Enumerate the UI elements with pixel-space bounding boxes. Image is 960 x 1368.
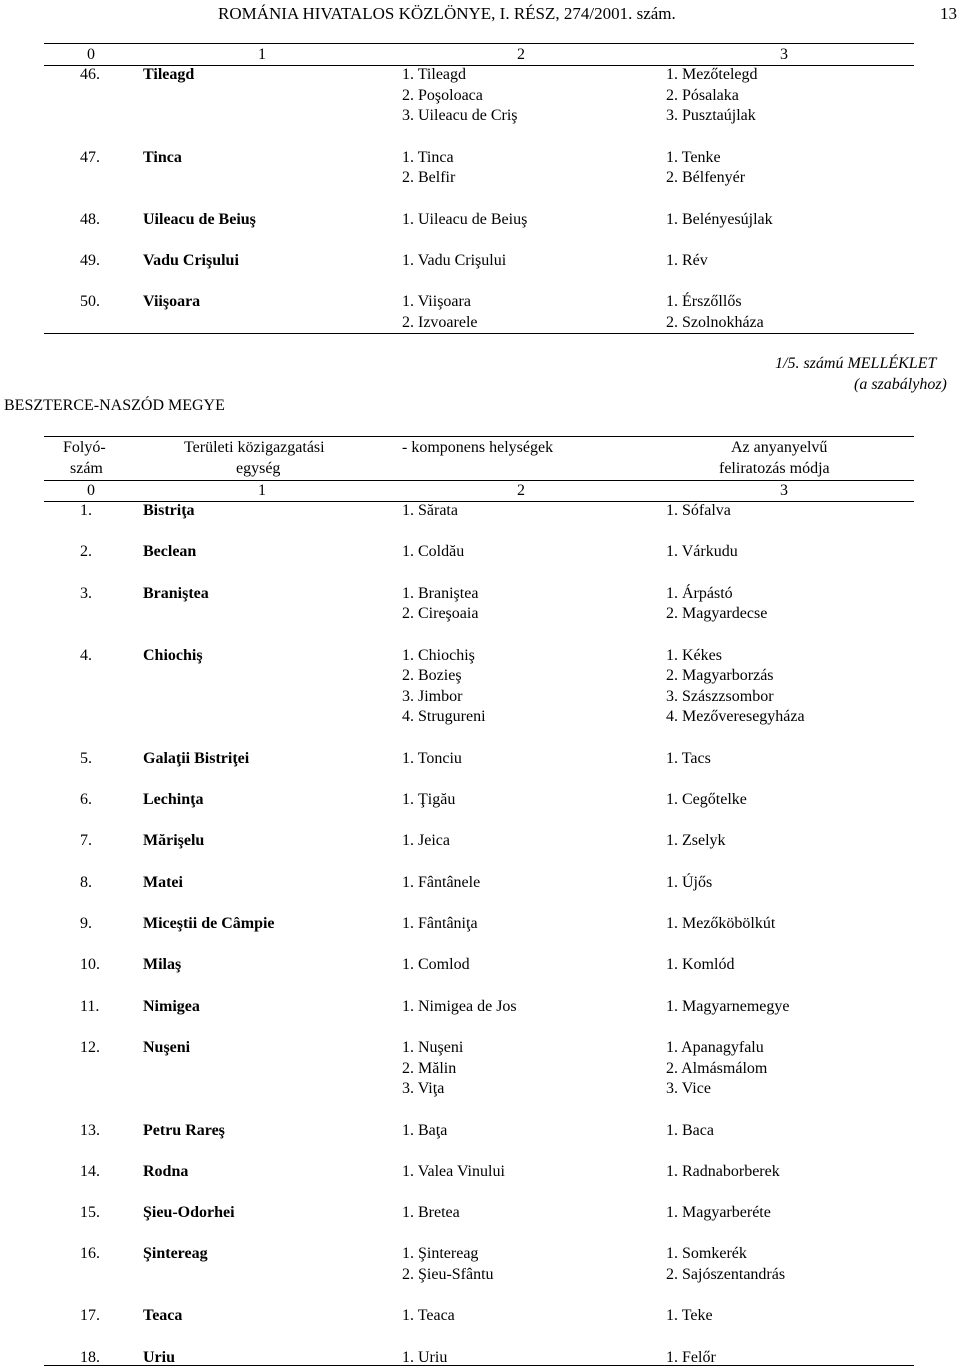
native-inscription: 1. Teke: [666, 1307, 713, 1325]
native-inscription: 2. Szolnokháza: [666, 313, 764, 331]
row-number: 6.: [80, 791, 92, 809]
native-inscription: 1. Kékes: [666, 646, 722, 664]
component-locality: 4. Strugureni: [402, 708, 486, 726]
row-number: 46.: [80, 66, 100, 83]
native-inscription: 3. Vice: [666, 1080, 711, 1098]
component-locality: 2. Poşoloaca: [402, 86, 483, 104]
row-number: 17.: [80, 1307, 100, 1325]
table1-colnum-1: 1: [258, 46, 266, 63]
native-inscription: 1. Komlód: [666, 956, 735, 974]
row-number: 47.: [80, 148, 100, 166]
native-inscription: 1. Belényesújlak: [666, 210, 773, 228]
admin-unit-name: Şieu-Odorhei: [143, 1204, 235, 1222]
admin-unit-name: Braniştea: [143, 584, 209, 602]
native-inscription: 1. Apanagyfalu: [666, 1038, 764, 1056]
admin-unit-name: Teaca: [143, 1307, 183, 1325]
page-header-title: ROMÁNIA HIVATALOS KÖZLÖNYE, I. RÉSZ, 274/2001. szám.: [218, 4, 676, 23]
table2-header-col0-line1: Folyó-: [63, 439, 106, 456]
admin-unit-name: Viişoara: [143, 293, 201, 311]
component-locality: 1. Vadu Crişului: [402, 251, 507, 269]
admin-unit-name: Tileagd: [143, 66, 195, 83]
admin-unit-name: Lechinţa: [143, 791, 204, 809]
row-number: 18.: [80, 1348, 100, 1366]
admin-unit-name: Nuşeni: [143, 1038, 191, 1056]
native-inscription: 1. Felőr: [666, 1348, 716, 1366]
row-number: 3.: [80, 584, 92, 602]
component-locality: 1. Sărata: [402, 502, 458, 519]
table2-colnum-3: 3: [780, 482, 788, 499]
table2-colnum-2: 2: [517, 482, 525, 499]
native-inscription: 1. Rév: [666, 251, 708, 269]
row-number: 8.: [80, 873, 92, 891]
native-inscription: 1. Sófalva: [666, 502, 731, 519]
row-number: 50.: [80, 293, 100, 311]
component-locality: 1. Teaca: [402, 1307, 455, 1325]
table2-header-col3-line1: Az anyanyelvű: [731, 439, 828, 456]
component-locality: 1. Tonciu: [402, 749, 462, 767]
component-locality: 1. Tinca: [402, 148, 454, 166]
row-number: 2.: [80, 543, 92, 561]
native-inscription: 1. Árpástó: [666, 584, 733, 602]
table2-top-rule: [44, 436, 914, 437]
native-inscription: 3. Pusztaújlak: [666, 107, 756, 125]
component-locality: 1. Uileacu de Beiuş: [402, 210, 528, 228]
row-number: 11.: [80, 997, 100, 1015]
admin-unit-name: Matei: [143, 873, 183, 891]
row-number: 48.: [80, 210, 100, 228]
table1-colnum-2: 2: [517, 46, 525, 63]
component-locality: 1. Bretea: [402, 1204, 460, 1222]
component-locality: 1. Coldău: [402, 543, 465, 561]
component-locality: 3. Viţa: [402, 1080, 445, 1098]
row-number: 9.: [80, 915, 92, 932]
admin-unit-name: Miceştii de Câmpie: [143, 915, 275, 932]
native-inscription: 2. Almásmálom: [666, 1059, 768, 1077]
row-number: 15.: [80, 1204, 100, 1222]
component-locality: 2. Şieu-Sfântu: [402, 1266, 494, 1284]
component-locality: 1. Comlod: [402, 956, 470, 974]
native-inscription: 1. Magyarberéte: [666, 1204, 771, 1222]
table2-header-col1-line2: egység: [236, 460, 281, 477]
native-inscription: 1. Somkerék: [666, 1245, 747, 1263]
admin-unit-name: Petru Rareş: [143, 1121, 225, 1139]
table2-colnum-1: 1: [258, 482, 266, 499]
native-inscription: 2. Magyardecse: [666, 605, 768, 623]
row-number: 14.: [80, 1162, 100, 1180]
native-inscription: 3. Szászzsombor: [666, 687, 774, 705]
component-locality: 2. Cireşoaia: [402, 605, 479, 623]
component-locality: 1. Şintereag: [402, 1245, 479, 1263]
component-locality: 1. Tileagd: [402, 66, 467, 83]
table2-header-col0-line2: szám: [70, 460, 103, 477]
native-inscription: 2. Pósalaka: [666, 86, 739, 104]
admin-unit-name: Bistriţa: [143, 502, 195, 519]
table2-header-col2-line1: - komponens helységek: [402, 439, 554, 456]
admin-unit-name: Tinca: [143, 148, 182, 166]
component-locality: 1. Fântânele: [402, 873, 481, 891]
table1-top-rule: [44, 43, 914, 44]
native-inscription: 4. Mezőveresegyháza: [666, 708, 805, 726]
native-inscription: 1. Tacs: [666, 749, 711, 767]
component-locality: 1. Ţigău: [402, 791, 456, 809]
native-inscription: 1. Tenke: [666, 148, 721, 166]
component-locality: 1. Baţa: [402, 1121, 448, 1139]
component-locality: 1. Nimigea de Jos: [402, 997, 517, 1015]
native-inscription: 1. Radnaborberek: [666, 1162, 780, 1180]
native-inscription: 1. Várkudu: [666, 543, 738, 561]
table1-colnum-0: 0: [87, 46, 95, 63]
row-number: 49.: [80, 251, 100, 269]
component-locality: 1. Jeica: [402, 832, 450, 850]
table1-bottom-rule: [44, 333, 914, 334]
table2-header-col3-line2: feliratozás módja: [719, 460, 830, 477]
admin-unit-name: Nimigea: [143, 997, 200, 1015]
admin-unit-name: Galaţii Bistriţei: [143, 749, 250, 767]
admin-unit-name: Şintereag: [143, 1245, 208, 1263]
row-number: 5.: [80, 749, 92, 767]
annex-label: 1/5. számú MELLÉKLET: [775, 355, 937, 372]
component-locality: 2. Bozieş: [402, 667, 462, 685]
admin-unit-name: Chiochiş: [143, 646, 203, 664]
component-locality: 1. Braniştea: [402, 584, 479, 602]
admin-unit-name: Vadu Crişului: [143, 251, 239, 269]
native-inscription: 2. Bélfenyér: [666, 169, 746, 187]
native-inscription: 1. Mezőtelegd: [666, 66, 758, 83]
native-inscription: 1. Zselyk: [666, 832, 726, 850]
page-number: 13: [940, 4, 957, 23]
table2-colnum-0: 0: [87, 482, 95, 499]
component-locality: 3. Uileacu de Criş: [402, 107, 518, 125]
table2-bottom-rule: [44, 1365, 914, 1366]
table1-colnum-3: 3: [780, 46, 788, 63]
component-locality: 1. Fântâniţa: [402, 915, 478, 932]
component-locality: 2. Belfir: [402, 169, 456, 187]
native-inscription: 2. Sajószentandrás: [666, 1266, 786, 1284]
row-number: 10.: [80, 956, 100, 974]
admin-unit-name: Rodna: [143, 1162, 189, 1180]
component-locality: 2. Izvoarele: [402, 313, 478, 331]
admin-unit-name: Uileacu de Beiuş: [143, 210, 256, 228]
component-locality: 2. Mălin: [402, 1059, 457, 1077]
row-number: 4.: [80, 646, 92, 664]
native-inscription: 1. Újős: [666, 873, 713, 891]
row-number: 13.: [80, 1121, 100, 1139]
admin-unit-name: Milaş: [143, 956, 182, 974]
native-inscription: 2. Magyarborzás: [666, 667, 774, 685]
component-locality: 1. Uriu: [402, 1348, 448, 1366]
table2-header-col1-line1: Területi közigazgatási: [184, 439, 325, 456]
row-number: 12.: [80, 1038, 100, 1056]
component-locality: 1. Nuşeni: [402, 1038, 464, 1056]
native-inscription: 1. Mezőköbölkút: [666, 915, 776, 932]
native-inscription: 1. Érszőllős: [666, 293, 742, 311]
native-inscription: 1. Cegőtelke: [666, 791, 747, 809]
component-locality: 1. Valea Vinului: [402, 1162, 505, 1180]
component-locality: 3. Jimbor: [402, 687, 463, 705]
county-title: BESZTERCE-NASZÓD MEGYE: [4, 397, 225, 414]
admin-unit-name: Uriu: [143, 1348, 175, 1366]
component-locality: 1. Chiochiş: [402, 646, 475, 664]
native-inscription: 1. Magyarnemegye: [666, 997, 790, 1015]
row-number: 1.: [80, 502, 92, 519]
native-inscription: 1. Baca: [666, 1121, 714, 1139]
component-locality: 1. Viişoara: [402, 293, 471, 311]
row-number: 7.: [80, 832, 92, 850]
admin-unit-name: Mărişelu: [143, 832, 205, 850]
admin-unit-name: Beclean: [143, 543, 197, 561]
annex-sublabel: (a szabályhoz): [854, 376, 947, 393]
row-number: 16.: [80, 1245, 100, 1263]
